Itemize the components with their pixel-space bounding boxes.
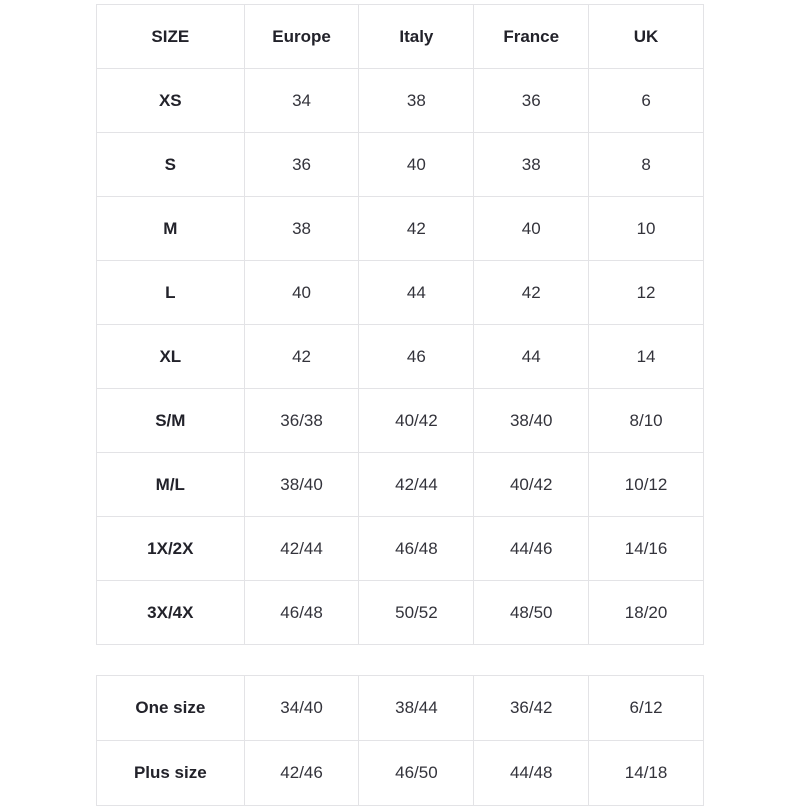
cell-uk: 18/20 — [589, 581, 704, 645]
cell-uk: 10 — [589, 197, 704, 261]
cell-france: 42 — [474, 261, 589, 325]
column-header-uk: UK — [589, 5, 704, 69]
cell-italy: 38 — [359, 69, 474, 133]
secondary-size-table-body — [97, 676, 704, 806]
cell-italy: 42/44 — [359, 453, 474, 517]
cell-italy: 50/52 — [359, 581, 474, 645]
row-label: XS — [97, 69, 245, 133]
cell-uk: 14 — [589, 325, 704, 389]
cell-europe: 46/48 — [244, 581, 359, 645]
cell-italy: 44 — [359, 261, 474, 325]
table-row — [97, 197, 704, 261]
main-size-table-head — [97, 5, 704, 69]
row-label: One size — [97, 676, 245, 741]
column-header-france: France — [474, 5, 589, 69]
table-row — [97, 69, 704, 133]
table-header-row — [97, 5, 704, 69]
cell-italy: 40/42 — [359, 389, 474, 453]
cell-europe: 42/46 — [244, 741, 359, 806]
row-label: M — [97, 197, 245, 261]
cell-uk: 6/12 — [589, 676, 704, 741]
row-label: M/L — [97, 453, 245, 517]
table-row — [97, 133, 704, 197]
cell-france: 36 — [474, 69, 589, 133]
cell-italy: 46/50 — [359, 741, 474, 806]
cell-italy: 40 — [359, 133, 474, 197]
row-label: XL — [97, 325, 245, 389]
row-label: S/M — [97, 389, 245, 453]
cell-uk: 8/10 — [589, 389, 704, 453]
main-size-table-container — [96, 0, 704, 645]
table-row — [97, 741, 704, 806]
table-row — [97, 453, 704, 517]
table-row — [97, 581, 704, 645]
cell-france: 44 — [474, 325, 589, 389]
cell-france: 40 — [474, 197, 589, 261]
cell-france: 44/46 — [474, 517, 589, 581]
cell-europe: 36 — [244, 133, 359, 197]
table-row — [97, 261, 704, 325]
cell-italy: 46/48 — [359, 517, 474, 581]
cell-europe: 42 — [244, 325, 359, 389]
row-label: L — [97, 261, 245, 325]
cell-europe: 34/40 — [244, 676, 359, 741]
cell-france: 40/42 — [474, 453, 589, 517]
cell-europe: 38 — [244, 197, 359, 261]
column-header-europe: Europe — [244, 5, 359, 69]
cell-italy: 42 — [359, 197, 474, 261]
row-label: 3X/4X — [97, 581, 245, 645]
column-header-size: SIZE — [97, 5, 245, 69]
cell-italy: 46 — [359, 325, 474, 389]
table-row — [97, 389, 704, 453]
cell-europe: 40 — [244, 261, 359, 325]
cell-france: 48/50 — [474, 581, 589, 645]
column-header-italy: Italy — [359, 5, 474, 69]
cell-italy: 38/44 — [359, 676, 474, 741]
cell-uk: 10/12 — [589, 453, 704, 517]
row-label: S — [97, 133, 245, 197]
cell-uk: 14/18 — [589, 741, 704, 806]
cell-europe: 34 — [244, 69, 359, 133]
cell-uk: 12 — [589, 261, 704, 325]
cell-europe: 36/38 — [244, 389, 359, 453]
cell-france: 36/42 — [474, 676, 589, 741]
cell-uk: 8 — [589, 133, 704, 197]
main-size-table-body — [97, 69, 704, 645]
table-row — [97, 676, 704, 741]
table-row — [97, 517, 704, 581]
cell-europe: 42/44 — [244, 517, 359, 581]
main-size-table — [96, 4, 704, 645]
secondary-size-table — [96, 675, 704, 806]
row-label: Plus size — [97, 741, 245, 806]
table-row — [97, 325, 704, 389]
row-label: 1X/2X — [97, 517, 245, 581]
secondary-size-table-container — [96, 675, 704, 806]
cell-uk: 6 — [589, 69, 704, 133]
cell-france: 38 — [474, 133, 589, 197]
cell-france: 44/48 — [474, 741, 589, 806]
cell-france: 38/40 — [474, 389, 589, 453]
cell-europe: 38/40 — [244, 453, 359, 517]
cell-uk: 14/16 — [589, 517, 704, 581]
